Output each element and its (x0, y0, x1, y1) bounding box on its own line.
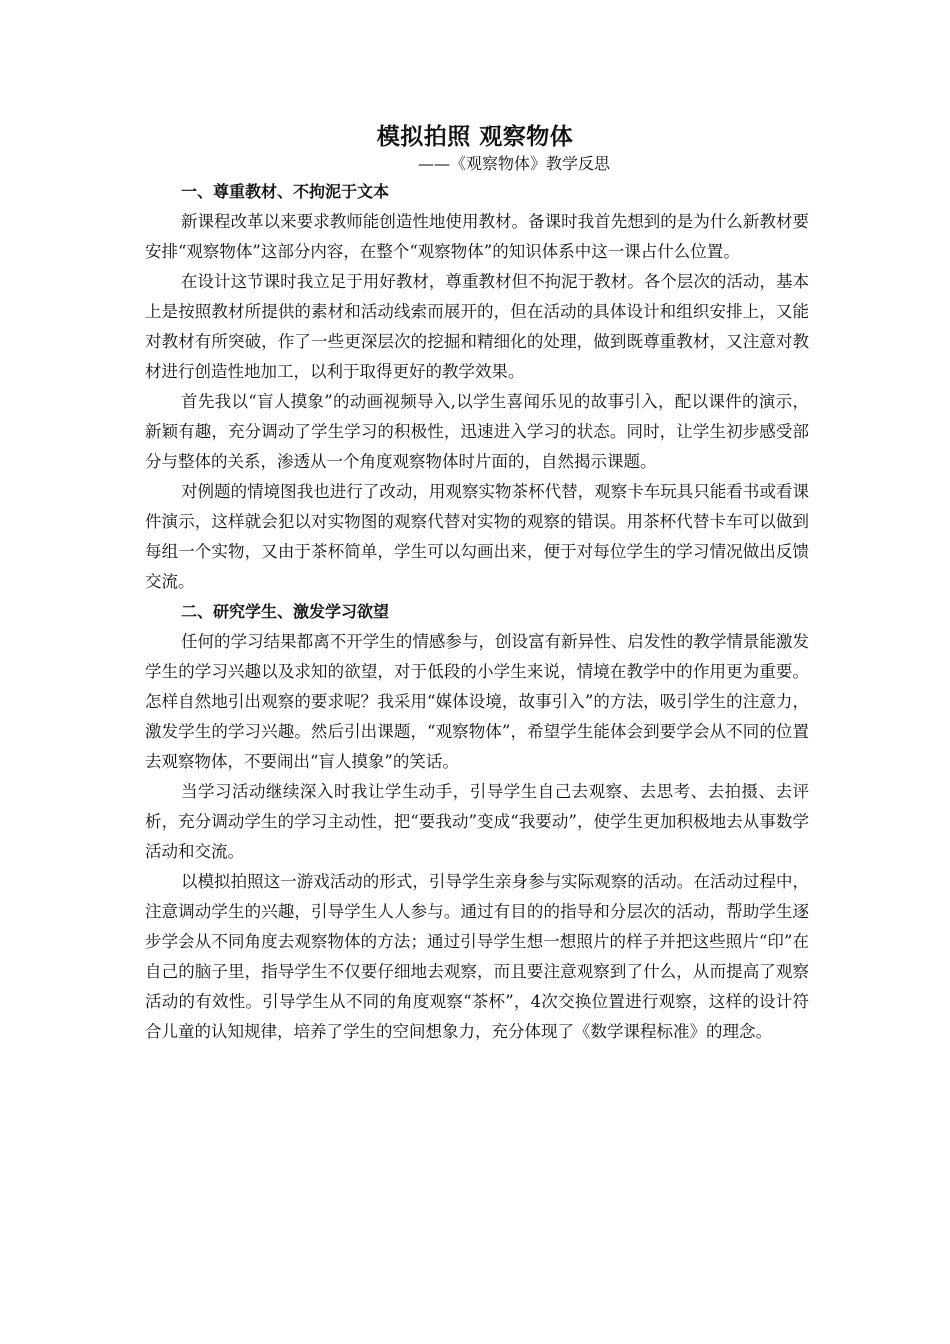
document-body (145, 177, 809, 1047)
paragraph: 新课程改革以来要求教师能创造性地使用教材。备课时我首先想到的是为什么新教材要安排“观察物体”这部分内容，在整个“观察物体”的知识体系中这一课占什么位置。 (145, 212, 809, 261)
paragraph: 任何的学习结果都离不开学生的情感参与，创设富有新异性、启发性的教学情景能激发学生的学习兴趣以及求知的欲望，对于低段的小学生来说，情境在教学中的作用更为重要。怎样自然地引出观察的要求呢？我采用“媒体设境，故事引入”的方法，吸引学生的注意力，激发学生的学习兴趣。然后引出课题，“观察物体”，希望学生能体会到要学会从不同的位置去观察物体，不要闹出“盲人摸象”的笑话。 (145, 632, 809, 771)
document-subtitle: ——《观察物体》教学反思 (418, 154, 611, 173)
section-2 (145, 597, 809, 1047)
paragraph: 首先我以“盲人摸象”的动画视频导入,以学生喜闻乐见的故事引入，配以课件的演示，新颖有趣，充分调动了学生学习的积极性，迅速进入学习的状态。同时，让学生初步感受部分与整体的关系，渗透从一个角度观察物体时片面的，自然揭示课题。 (145, 392, 809, 471)
document-title: 模拟拍照 观察物体 (376, 124, 574, 150)
section-1 (145, 177, 809, 597)
paragraph: 在设计这节课时我立足于用好教材，尊重教材但不拘泥于教材。各个层次的活动，基本上是按照教材所提供的素材和活动线索而展开的，但在活动的具体设计和组织安排上，又能对教材有所突破，作了一些更深层次的挖掘和精细化的处理，做到既尊重教材，又注意对教材进行创造性地加工，以利于取得更好的教学效果。 (145, 272, 809, 381)
paragraph: 当学习活动继续深入时我让学生动手，引导学生自己去观察、去思考、去拍摄、去评析，充分调动学生的学习主动性，把“要我动”变成“我要动”，使学生更加积极地去从事数学活动和交流。 (145, 782, 809, 861)
section-heading: 二、研究学生、激发学习欲望 (181, 602, 390, 621)
paragraph: 以模拟拍照这一游戏活动的形式，引导学生亲身参与实际观察的活动。在活动过程中，注意调动学生的兴趣，引导学生人人参与。通过有目的的指导和分层次的活动，帮助学生逐步学会从不同角度去观察物体的方法；通过引导学生想一想照片的样子并把这些照片“印”在自己的脑子里，指导学生不仅要仔细地去观察，而且要注意观察到了什么，从而提高了观察活动的有效性。引导学生从不同的角度观察“茶杯”，4次交换位置进行观察，这样的设计符合儿童的认知规律，培养了学生的空间想象力，充分体现了《数学课程标准》的理念。 (145, 872, 809, 1041)
section-heading: 一、尊重教材、不拘泥于文本 (181, 182, 390, 201)
paragraph: 对例题的情境图我也进行了改动，用观察实物茶杯代替，观察卡车玩具只能看书或看课件演示，这样就会犯以对实物图的观察代替对实物的观察的错误。用茶杯代替卡车可以做到每组一个实物，又由于茶杯简单，学生可以勾画出来，便于对每位学生的学习情况做出反馈交流。 (145, 482, 809, 591)
